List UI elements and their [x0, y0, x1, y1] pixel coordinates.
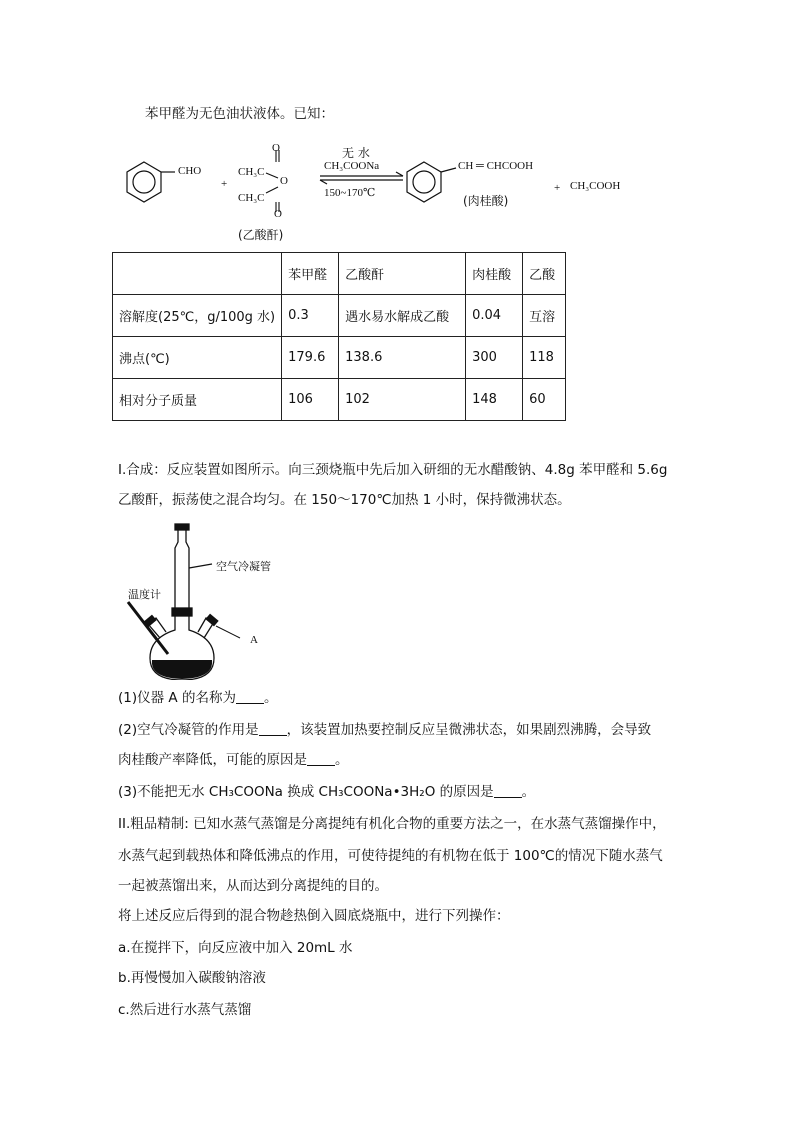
intro-text: 苯甲醛为无色油状液体。已知： [145, 106, 334, 122]
table-cell: 138.6 [339, 337, 466, 379]
reaction-arrow [320, 172, 403, 184]
table-cell: 0.04 [466, 295, 523, 337]
anhydride-name: (乙酸酐) [238, 228, 284, 242]
condition-reagent: CH₃COONa [324, 160, 380, 172]
anhydride-top: CH₃C [238, 166, 265, 178]
table-cell: 118 [523, 337, 566, 379]
table-cell: 肉桂酸 [466, 253, 523, 295]
table-cell: 0.3 [282, 295, 339, 337]
table-cell: 106 [282, 379, 339, 421]
question-2-text: (2)空气冷凝管的作用是 [118, 722, 259, 738]
properties-table [112, 252, 566, 421]
purification-line1: II.粗品精制: 已知水蒸气蒸馏是分离提纯有机化合物的重要方法之一，在水蒸气蒸馏操作中， [118, 816, 666, 832]
table-cell: 60 [523, 379, 566, 421]
benzaldehyde-ring [127, 162, 175, 202]
procedure-intro: 将上述反应后得到的混合物趁热倒入圆底烧瓶中，进行下列操作： [118, 908, 510, 924]
step-c: c.然后进行水蒸气蒸馏 [118, 1002, 252, 1018]
table-row [113, 337, 566, 379]
label-a: A [250, 634, 258, 646]
anhydride-o-mid: O [280, 175, 288, 187]
step-b: b.再慢慢加入碳酸钠溶液 [118, 970, 266, 986]
table-cell: 乙酸 [523, 253, 566, 295]
condenser-label: 空气冷凝管 [216, 561, 271, 573]
anhydride-bonds [266, 150, 279, 212]
thermometer-label: 温度计 [128, 589, 161, 601]
question-2-line2-text: 肉桂酸产率降低，可能的原因是 [118, 752, 307, 768]
plus-sign-2: + [554, 182, 561, 194]
step-a: a.在搅拌下，向反应液中加入 20mL 水 [118, 940, 353, 956]
reaction-scheme [118, 140, 638, 250]
cinnamic-ring [407, 162, 456, 202]
purification-line3: 一起被蒸馏出来，从而达到分离提纯的目的。 [118, 878, 388, 894]
question-3-end: 。 [521, 784, 536, 800]
table-row [113, 253, 566, 295]
synthesis-paragraph-line1: I.合成：反应装置如图所示。向三颈烧瓶中先后加入研细的无水醋酸钠、4.8g 苯甲醛和 5.6g [118, 462, 668, 478]
table-cell: 148 [466, 379, 523, 421]
anhydride-bottom: CH₃C [238, 192, 265, 204]
product-name: (肉桂酸) [463, 194, 509, 208]
table-row [113, 295, 566, 337]
condition-temperature: 150~170℃ [324, 187, 376, 199]
table-cell: 溶解度(25℃，g/100g 水) [113, 295, 282, 337]
purification-line2: 水蒸气起到载热体和降低沸点的作用，可使待提纯的有机物在低于 100℃的情况下随水蒸气 [118, 848, 663, 864]
answer-blank [236, 689, 264, 704]
anhydride-o-top: O [272, 142, 280, 154]
table-cell: 沸点(℃) [113, 337, 282, 379]
table-cell: 300 [466, 337, 523, 379]
product-group: CH ═ CHCOOH [458, 160, 534, 172]
answer-blank [259, 721, 287, 736]
synthesis-paragraph-line2: 乙酸酐，振荡使之混合均匀。在 150～170℃加热 1 小时，保持微沸状态。 [118, 492, 571, 508]
question-1 [118, 688, 277, 708]
table-cell: 互溶 [523, 295, 566, 337]
table-cell: 102 [339, 379, 466, 421]
question-3 [118, 782, 535, 802]
apparatus-figure [120, 520, 290, 680]
table-row [113, 379, 566, 421]
table-cell: 乙酸酐 [339, 253, 466, 295]
question-2-line1 [118, 720, 651, 740]
question-2-end: 。 [335, 752, 349, 768]
table-cell: 相对分子质量 [113, 379, 282, 421]
byproduct: CH₃COOH [570, 180, 621, 192]
table-cell [113, 253, 282, 295]
question-2-text-cont: ，该装置加热要控制反应呈微沸状态，如果剧烈沸腾，会导致 [286, 722, 652, 738]
reaction-structures [118, 140, 638, 250]
question-1-end: 。 [263, 690, 278, 706]
plus-sign: + [221, 178, 228, 190]
condition-anhydrous: 无 水 [342, 146, 370, 160]
table-cell: 179.6 [282, 337, 339, 379]
table-cell: 遇水易水解成乙酸 [339, 295, 466, 337]
answer-blank [494, 783, 522, 798]
aldehyde-group: CHO [178, 165, 202, 177]
question-1-text: (1)仪器 A 的名称为 [118, 690, 236, 706]
question-2-line2 [118, 750, 349, 770]
anhydride-o-bottom: O [274, 208, 282, 220]
question-3-text: (3)不能把无水 CH₃COONa 换成 CH₃COONa•3H₂O 的原因是 [118, 784, 494, 800]
table-cell: 苯甲醛 [282, 253, 339, 295]
answer-blank [307, 751, 335, 766]
